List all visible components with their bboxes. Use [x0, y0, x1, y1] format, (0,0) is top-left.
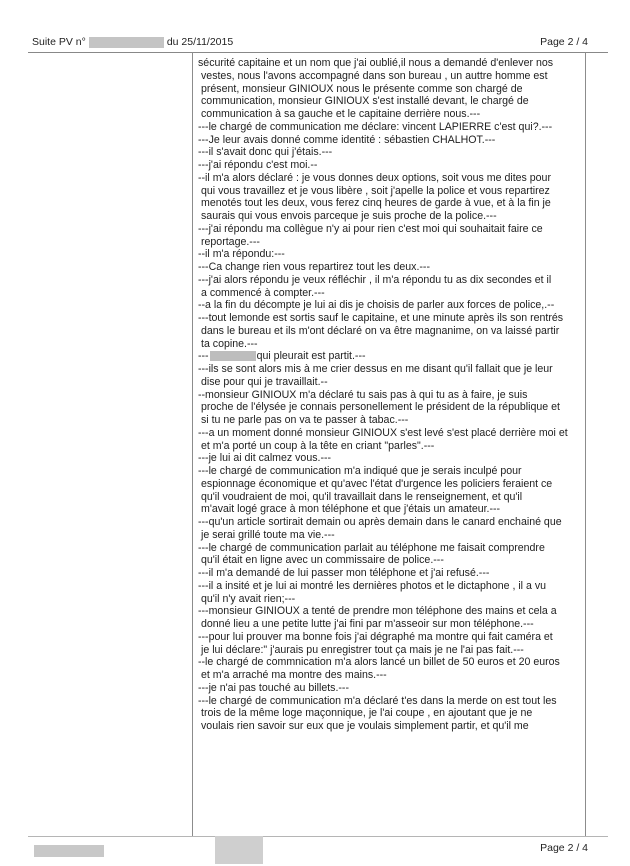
statement-line: dise pour qui je travaillait.--: [201, 375, 328, 388]
statement-line: ---j'ai répondu c'est moi.--: [198, 159, 318, 171]
statement-line: saurais qui vous envois parceque je suis proche de la police.---: [201, 210, 497, 222]
statement-line: présent, monsieur GINIOUX nous le présente comme son chargé de: [201, 82, 523, 95]
footer-redaction-left: [34, 845, 104, 857]
statement-line: --le chargé de commnication m'a alors lancé un billet de 50 euros et 20 euros: [198, 656, 560, 669]
statement-line: et m'a porté un coup à la tête en criant "parles".---: [201, 439, 435, 452]
statement-line: donné lieu a une petite lutte j'ai fini par m'asseoir sur mon téléphone.---: [201, 618, 534, 630]
statement-line: ---le chargé de communication me déclare: vincent LAPIERRE c'est qui?.---: [198, 120, 553, 133]
left-margin-line: [192, 52, 193, 836]
statement-line: menotés tout les deux, vous ferez cinq heures de garde à vue, et à la fin je: [201, 197, 551, 210]
statement-line: qu'il était en ligne avec un commissaire de police.---: [201, 554, 444, 567]
statement-line: m'avait logé grace à mon téléphone et que j'étais un amateur.---: [201, 503, 501, 516]
statement-line: communication à sa gauche et le capitaine derrière nous.---: [201, 108, 481, 120]
statement-line: si tu ne parle pas on va te passer à tabac.---: [201, 414, 409, 426]
statement-line: ta copine.---: [201, 337, 258, 350]
statement-line: ---je n'ai pas touché au billets.---: [198, 681, 349, 694]
redacted-pv-number: [89, 37, 164, 48]
statement-line: et m'a arraché ma montre des mains.---: [201, 669, 387, 681]
statement-line: [198, 350, 586, 363]
document-body: [198, 57, 586, 733]
statement-line: reportage.---: [201, 235, 260, 248]
statement-line: --monsieur GINIOUX m'a déclaré tu sais pas à qui tu as à faire, je suis: [198, 388, 528, 401]
statement-line: voulais rien savoir sur eux que je voulais simplement partir, et qu'il me: [201, 720, 529, 732]
statement-line: ---Je leur avais donné comme identité : sébastien CHALHOT.---: [198, 133, 496, 146]
statement-line: ---il a insité et je lui ai montré les dernières photos et le dictaphone , il a vu: [198, 579, 547, 592]
header-pv-prefix: Suite PV n°: [32, 36, 86, 48]
statement-line: espionnage économique et qu'avec l'état d'urgence les policiers feraient ce: [201, 477, 553, 490]
statement-line: ---j'ai alors répondu je veux réfléchir , il m'a répondu tu as dix secondes et il: [198, 273, 552, 286]
header-pv-date: du 25/11/2015: [166, 36, 234, 48]
statement-line: --a la fin du décompte je lui ai dis je choisis de parler aux forces de police,.--: [198, 299, 555, 312]
header-page-number: Page 2 / 4: [540, 36, 588, 48]
statement-line: trois de la même loge maçonnique, je l'ai coupe , en ajoutant que je ne: [201, 707, 533, 720]
statement-line: ---qu'un article sortirait demain ou après demain dans le canard enchainé que: [198, 516, 562, 528]
redacted-line-suffix: qui pleurait est partit.---: [256, 350, 366, 363]
statement-line: qui vous travaillez et je vous libère , soit j'apelle la police et vous repartirez: [201, 184, 550, 197]
statement-line: ---tout lemonde est sortis sauf le capitaine, et une minute après ils son rentrés: [198, 312, 564, 324]
header-pv-reference: [32, 36, 233, 48]
statement-line: ---je lui ai dit calmez vous.---: [198, 452, 332, 465]
statement-line: ---le chargé de communication parlait au téléphone me faisait comprendre: [198, 541, 545, 554]
statement-line: ---il s'avait donc qui j'étais.---: [198, 146, 333, 159]
footer-rule: [28, 836, 608, 837]
statement-line: --il m'a alors déclaré : je vous donnes deux options, soit vous me dites pour: [198, 171, 551, 184]
statement-line: qu'il voudraient de moi, qu'il travaillait dans le renseignement, et qu'il: [201, 490, 523, 503]
statement-line: sécurité capitaine et un nom que j'ai oublié,il nous a demandé d'enlever nos: [198, 57, 554, 69]
statement-line: dans le bureau et ils m'ont déclaré on va être magnanime, on va laissé partir: [201, 324, 560, 337]
statement-line: ---le chargé de communication m'a indiqué que je serais inculpé pour: [198, 465, 522, 477]
statement-line: a commencé à compter.---: [201, 286, 325, 299]
statement-line: ---il m'a demandé de lui passer mon téléphone et j'ai refusé.---: [198, 567, 490, 579]
statement-line: qu'il n'y avait rien;---: [201, 592, 296, 605]
statement-line: ---ils se sont alors mis à me crier dessus en me disant qu'il fallait que je leur: [198, 363, 553, 375]
footer-redaction-mid: [215, 836, 263, 864]
statement-line: ---j'ai répondu ma collègue n'y ai pour rien c'est moi qui souhaitait faire ce: [198, 222, 543, 235]
statement-line: --il m'a répondu:---: [198, 248, 285, 261]
statement-line: ---a un moment donné monsieur GINIOUX s'est levé s'est placé derrière moi et: [198, 426, 568, 439]
statement-line: communication, monsieur GINIOUX s'est installé devant, le chargé de: [201, 95, 529, 108]
statement-line: ---pour lui prouver ma bonne fois j'ai dégraphé ma montre qui fait caméra et: [198, 630, 553, 643]
statement-line: ---le chargé de communication m'a déclaré t'es dans la merde on est tout les: [198, 694, 557, 707]
redacted-line-prefix: ---: [198, 350, 209, 363]
header-rule: [28, 52, 608, 53]
statement-line: je serai grillé toute ma vie.---: [201, 528, 335, 541]
statement-line: je lui déclare:" j'aurais pu enregistrer tout ça mais je ne l'ai pas fait.---: [201, 643, 524, 656]
statement-line: ---monsieur GINIOUX a tenté de prendre mon téléphone des mains et cela a: [198, 605, 557, 618]
statement-line: proche de l'élysée je connais personellement le président de la république et: [201, 401, 560, 414]
footer-page-number: Page 2 / 4: [540, 842, 588, 854]
redacted-name: [210, 351, 256, 361]
statement-line: ---Ca change rien vous repartirez tout les deux.---: [198, 261, 430, 273]
statement-line: vestes, nous l'avons accompagné dans son bureau , un auttre homme est: [201, 69, 548, 82]
